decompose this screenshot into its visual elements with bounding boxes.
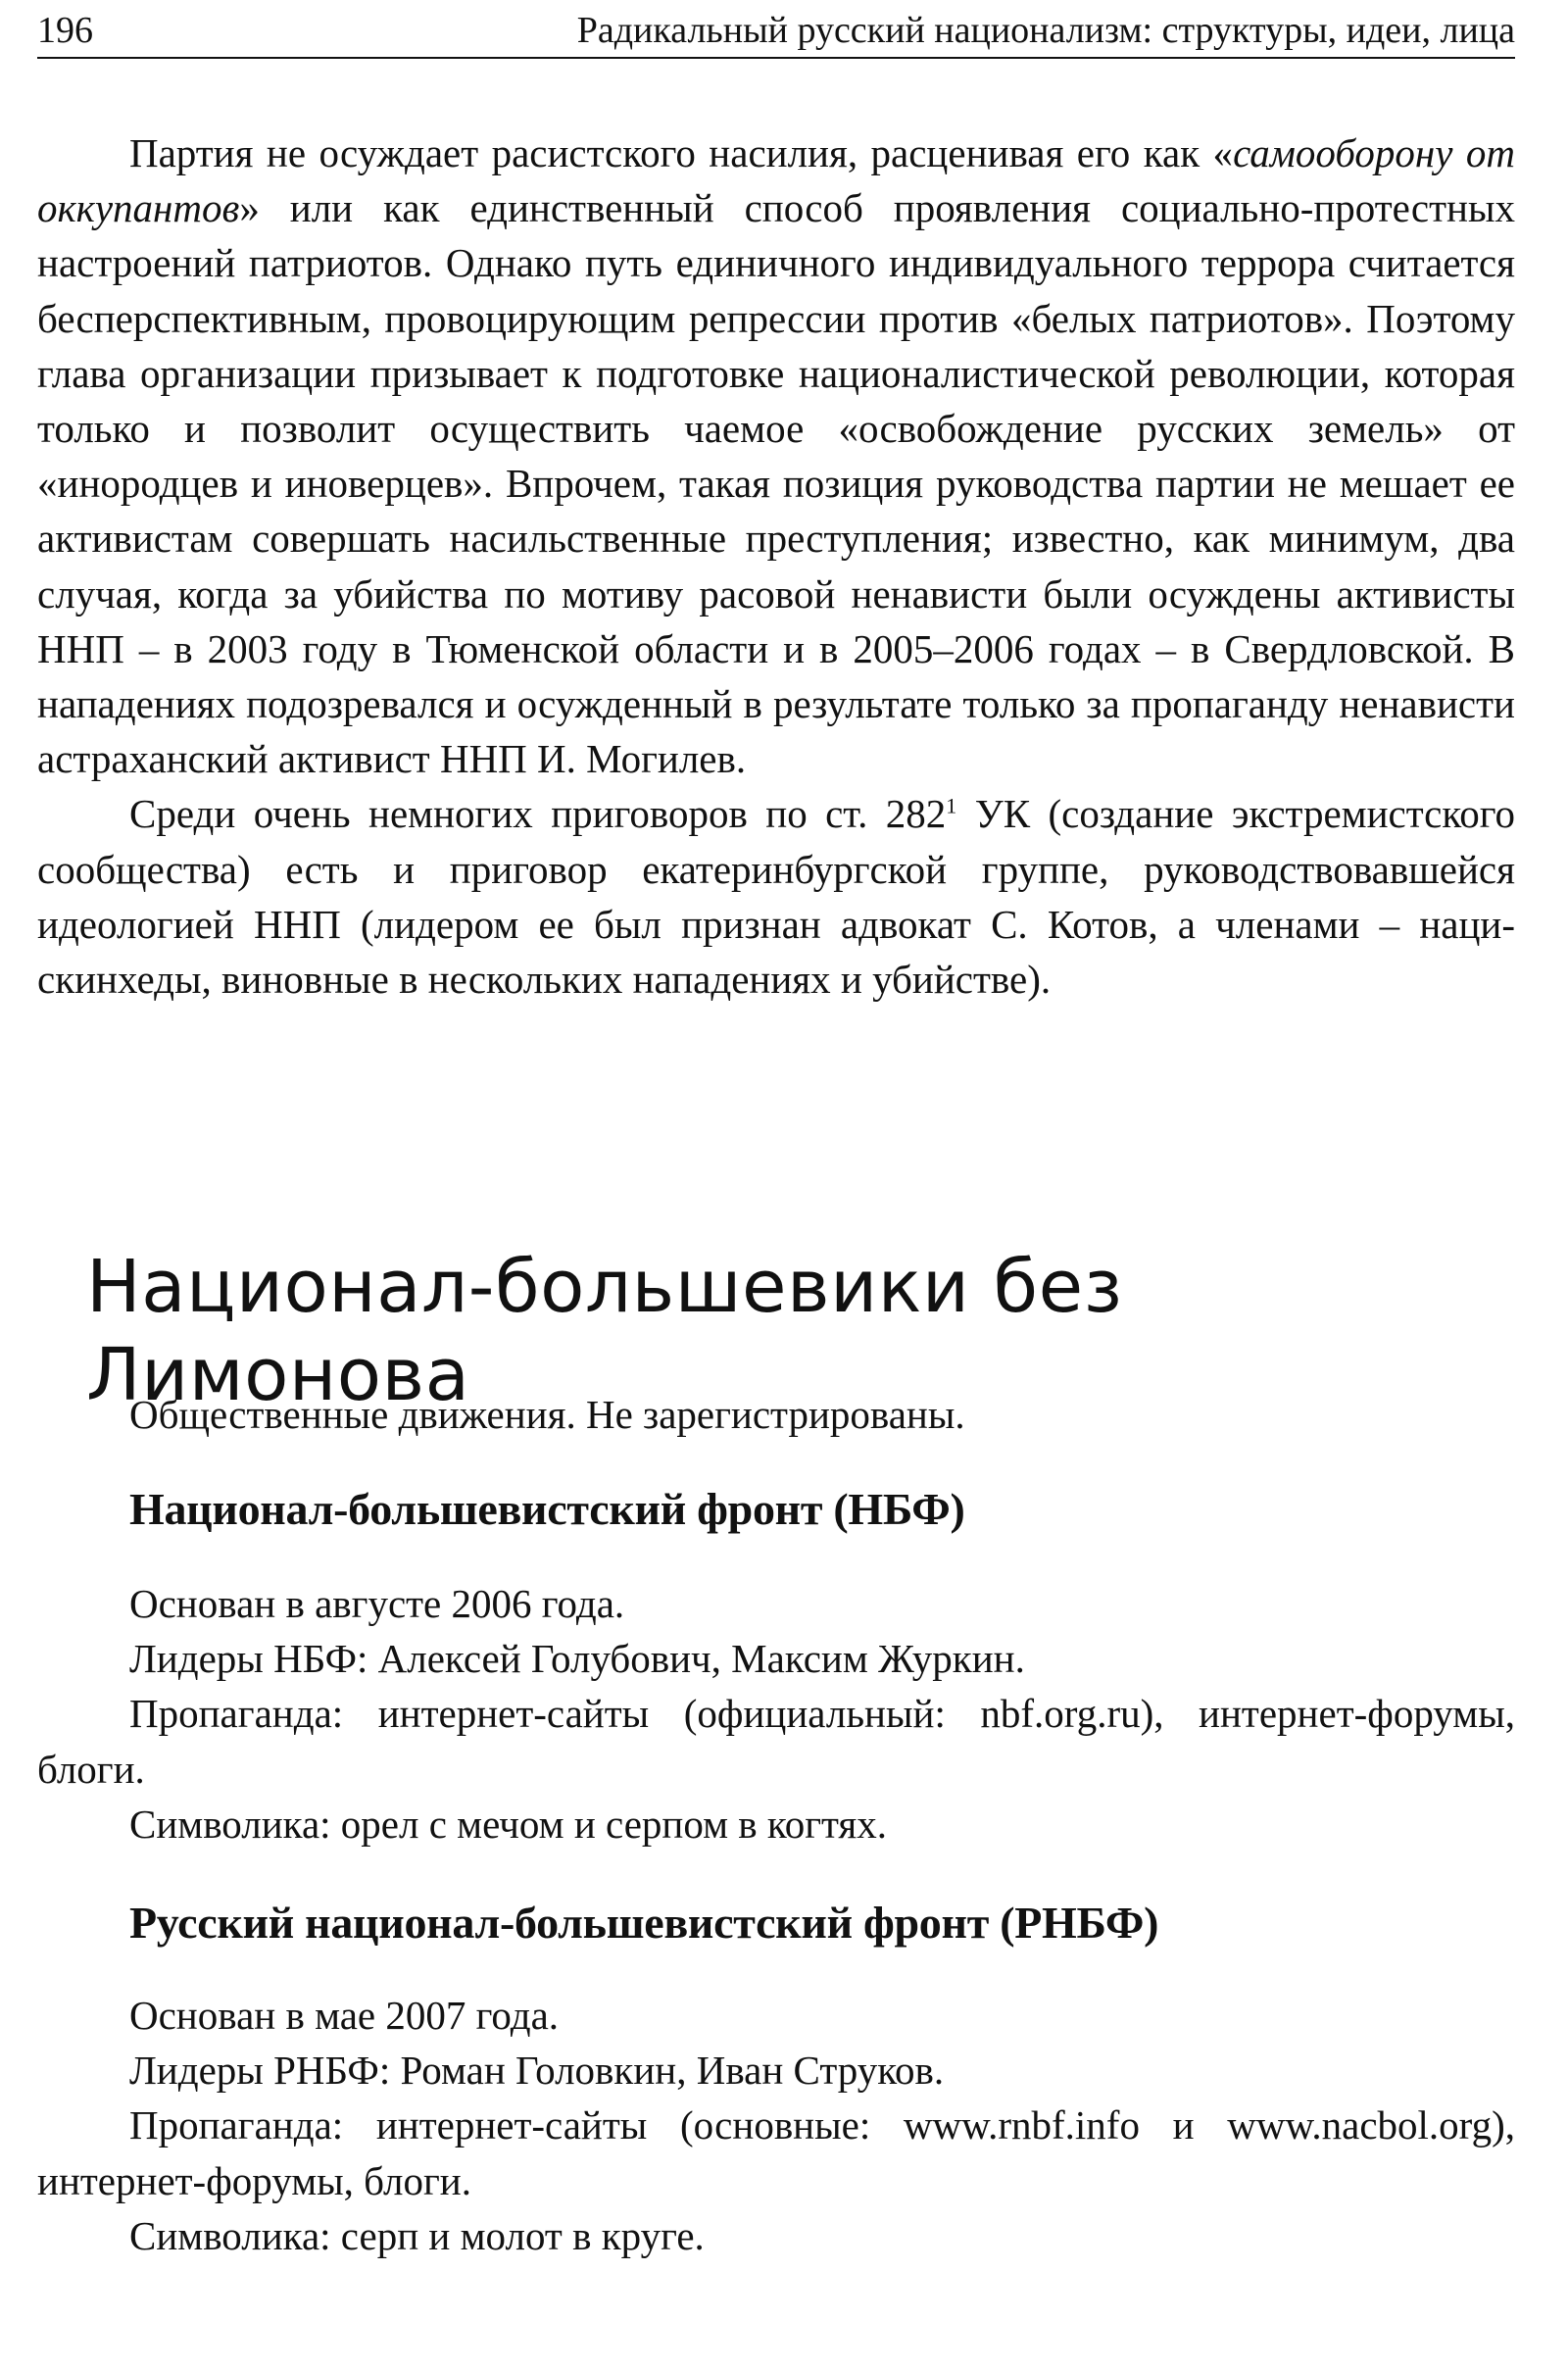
- org-title-nbf: Национал-большевистский фронт (НБФ): [129, 1484, 965, 1534]
- org-propaganda: Пропаганда: интернет-сайты (основные: www.rnbf.info и www.nacbol.org), интернет-форумы, блоги.: [37, 2102, 1515, 2203]
- chapter-title: Национал-большевики без Лимонова: [86, 1245, 1123, 1417]
- org-details-nbf: [37, 1576, 1515, 1852]
- body-text: [37, 125, 1515, 1007]
- paragraph-party-violence: Партия не осуждает расистского насилия, расценивая его как «самооборону от оккупантов» или как единственный способ проявления социально-протестных настроений патриотов. Однако путь единичного индивидуального террора считается бесперспективным, провоцирующим репрессии против «белых патриотов». Поэтому глава организации призывает к подготовке националистической революции, которая только и позволит осуществить чаемое «освобождение русских земель» от «инородцев и иноверцев». Впрочем, такая позиция руководства партии не мешает ее активистам совершать насильственные преступления; известно, как минимум, два случая, когда за убийства по мотиву расовой ненависти были осуждены активисты ННП – в 2003 году в Тюменской области и в 2005–2006 годах – в Свердловской. В нападениях подозревался и осужденный в результате только за пропаганду ненависти астраханский активист ННП И. Могилев.: [37, 130, 1515, 782]
- running-title: Радикальный русский национализм: структуры, идеи, лица: [576, 10, 1515, 51]
- org-founded: Основан в августе 2006 года.: [129, 1581, 625, 1626]
- org-details-rnbf: [37, 1988, 1515, 2263]
- italic-quote: самооборону от оккупантов: [37, 130, 1515, 231]
- paragraph-verdicts: Среди очень немногих приговоров по ст. $282^1$ УК (создание экстремистского сообщества) есть и приговор екатеринбургской группе, руководствовавшейся идеологией ННП (лидером ее был признан адвокат С. Котов, а членами – наци-скинхеды, виновные в нескольких нападениях и убийстве).: [37, 791, 1515, 1003]
- org-founded: Основан в мае 2007 года.: [129, 1993, 560, 2038]
- org-propaganda: Пропаганда: интернет-сайты (официальный: nbf.org.ru), интернет-форумы, блоги.: [37, 1691, 1515, 1792]
- org-leaders: Лидеры НБФ: Алексей Голубович, Максим Журкин.: [129, 1636, 1025, 1682]
- running-header: [37, 8, 1515, 59]
- article-superscript: 1: [946, 793, 957, 818]
- org-symbols: Символика: орел с мечом и серпом в когтях.: [129, 1801, 888, 1847]
- org-symbols: Символика: серп и молот в круге.: [129, 2212, 705, 2258]
- book-page: [37, 0, 1515, 2370]
- page-number: 196: [37, 10, 93, 51]
- chapter-status: Общественные движения. Не зарегистрированы.: [129, 1392, 965, 1437]
- org-title-rnbf: Русский национал-большевистский фронт (РНБФ): [129, 1898, 1159, 1948]
- org-leaders: Лидеры РНБФ: Роман Головкин, Иван Струков.: [129, 2048, 945, 2094]
